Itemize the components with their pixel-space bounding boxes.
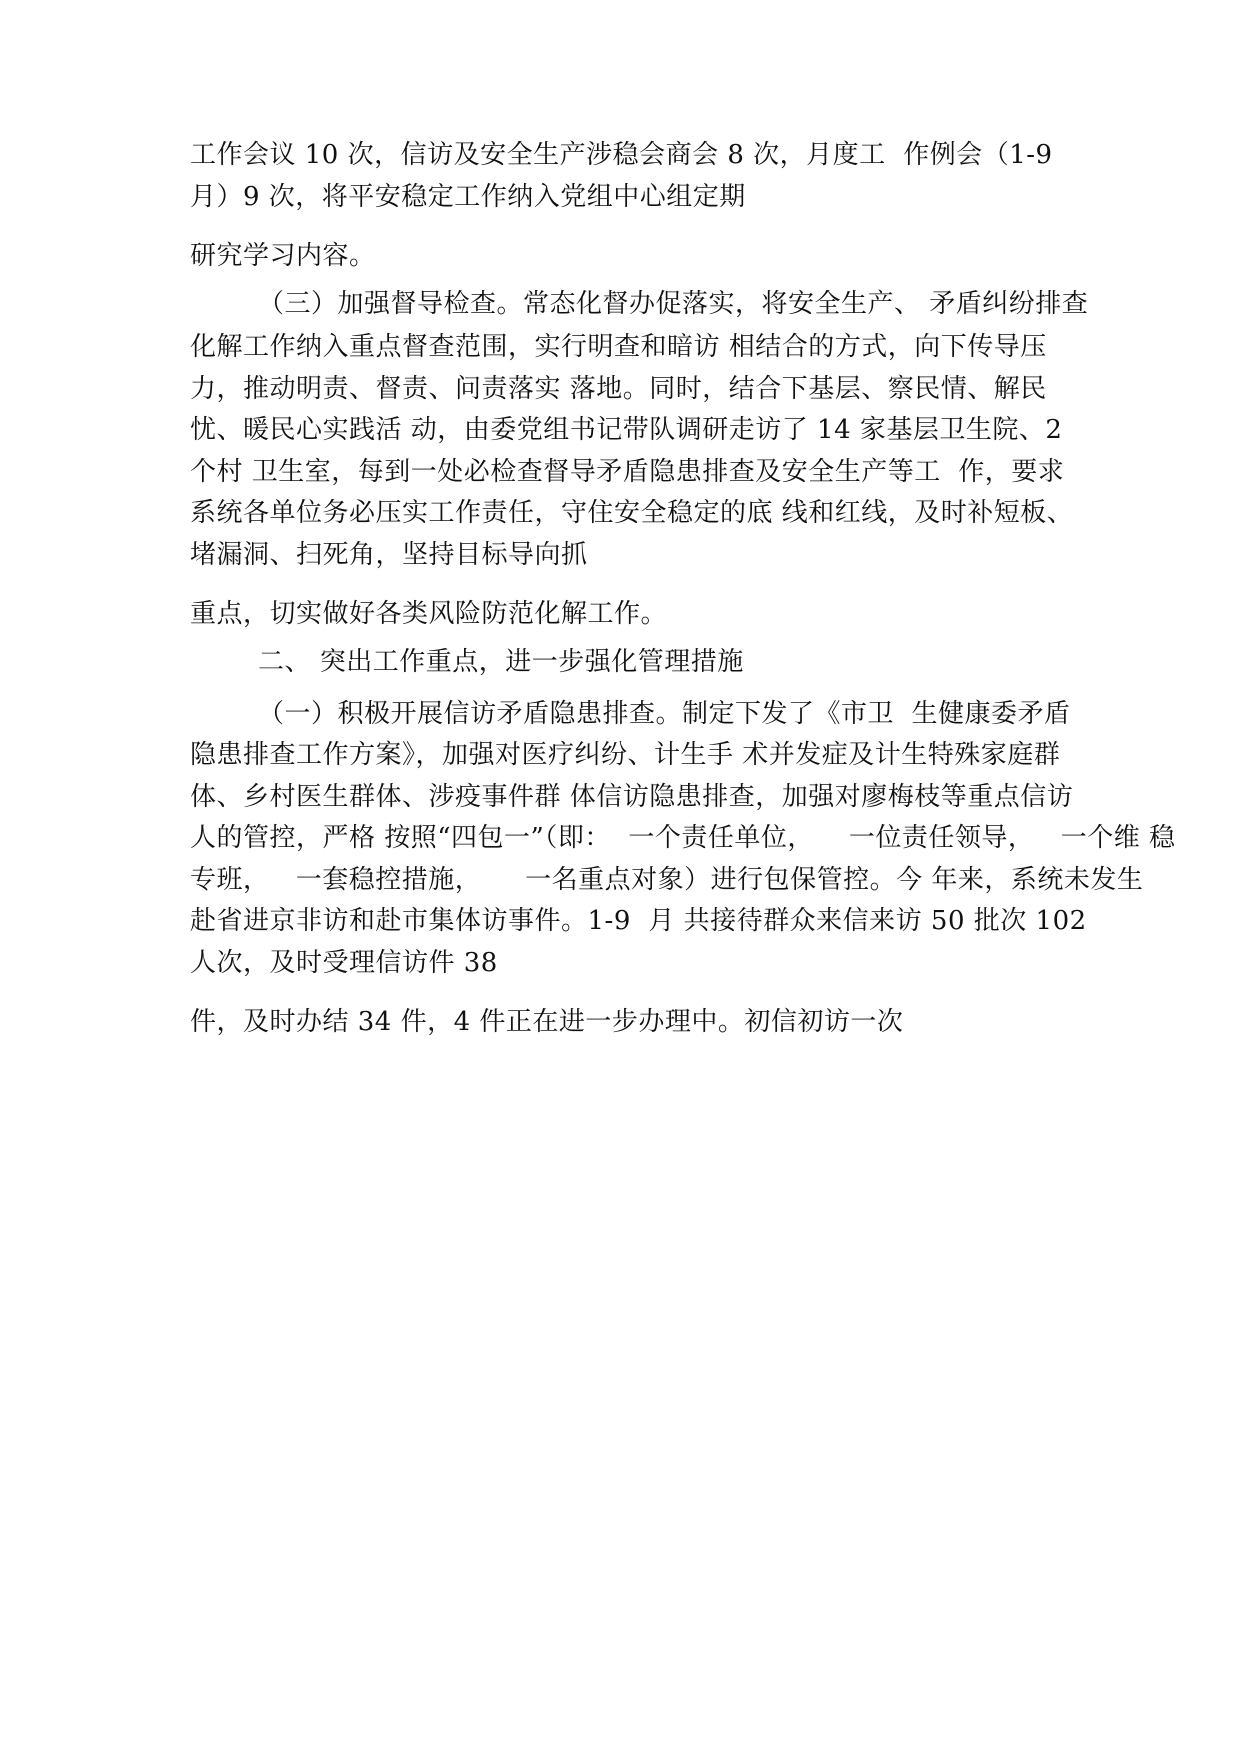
text-line: 月）9 次，将平安稳定工作纳入党组中心组定期: [190, 182, 746, 212]
paragraph-start-line: （三）加强督导检查。常态化督办促落实，将安全生产、 矛盾纠纷排查: [258, 289, 1089, 319]
text-line: 人的管控，严格 按照“四包一”（即： 一个责任单位， 一位责任领导， 一个维 稳: [190, 823, 1176, 853]
text-line: 人次，及时受理信访件 38: [190, 948, 498, 978]
text-line: 堵漏洞、扫死角，坚持目标导向抓: [190, 540, 588, 570]
text-line: 忧、暖民心实践活 动，由委党组书记带队调研走访了 14 家基层卫生院、2: [190, 415, 1063, 445]
text-line: 化解工作纳入重点督查范围，实行明查和暗访 相结合的方式，向下传导压: [190, 332, 1047, 362]
text-line: 专班， 一套稳控措施， 一名重点对象）进行包保管控。今 年来，系统未发生: [190, 865, 1144, 895]
text-line: 研究学习内容。: [190, 241, 376, 271]
text-line: 工作会议 10 次，信访及安全生产涉稳会商会 8 次，月度工 作例会（1-9: [190, 140, 1053, 170]
text-line: 体、乡村医生群体、涉疫事件群 体信访隐患排查，加强对廖梅枝等重点信访: [190, 782, 1074, 812]
text-line: 系统各单位务必压实工作责任，守住安全稳定的底 线和红线，及时补短板、: [190, 498, 1074, 528]
text-line: 赴省进京非访和赴市集体访事件。1-9 月 共接待群众来信来访 50 批次 102: [190, 906, 1087, 936]
text-line: 个村 卫生室，每到一处必检查督导矛盾隐患排查及安全生产等工 作，要求: [190, 457, 1065, 487]
paragraph-start-line: （一）积极开展信访矛盾隐患排查。制定下发了《市卫 生健康委矛盾: [258, 699, 1071, 729]
section-heading: 二、 突出工作重点，进一步强化管理措施: [258, 647, 744, 677]
text-line: 重点，切实做好各类风险防范化解工作。: [190, 599, 668, 629]
text-line: 隐患排查工作方案》，加强对医疗纠纷、计生手 术并发症及计生特殊家庭群: [190, 740, 1061, 770]
text-line: 件，及时办结 34 件，4 件正在进一步办理中。初信初访一次: [190, 1007, 904, 1037]
text-line: 力，推动明责、督责、问责落实 落地。同时，结合下基层、察民情、解民: [190, 374, 1047, 404]
